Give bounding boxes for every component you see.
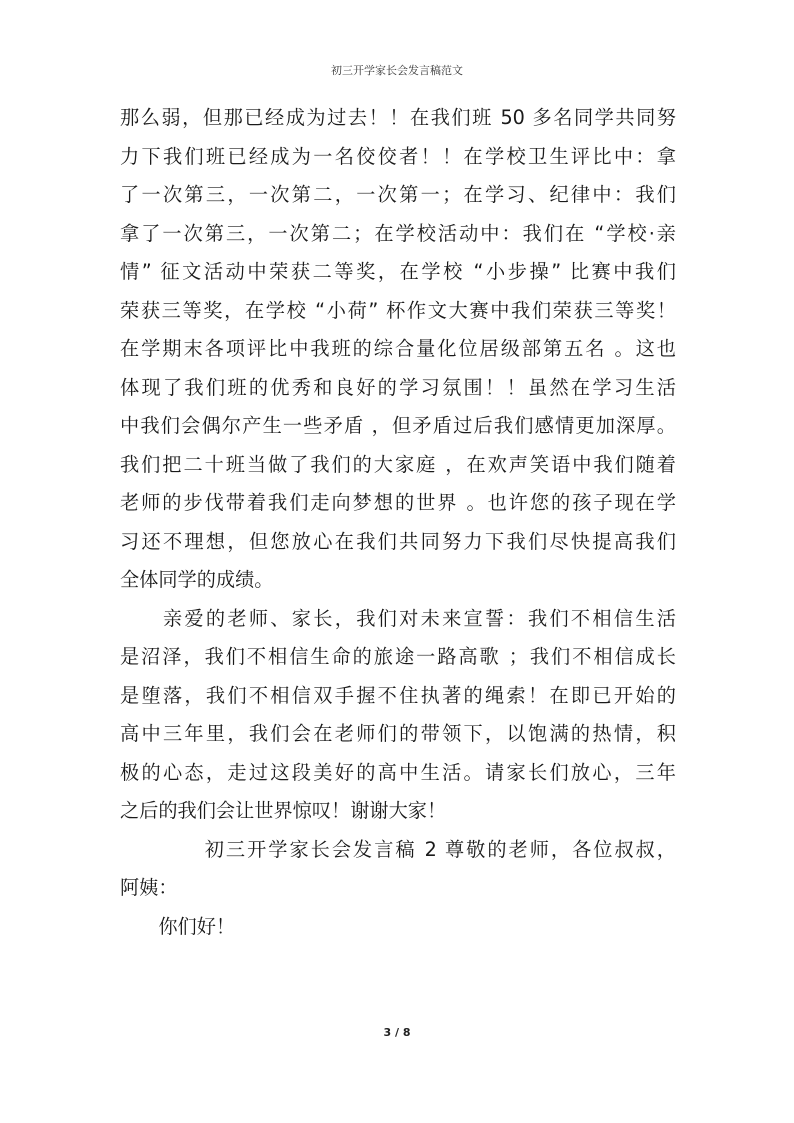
paragraph-line: 我们把二十班当做了我们的大家庭 ，在欢声笑语中我们随着 [120, 452, 676, 476]
paragraph-line: 之后的我们会让世界惊叹！谢谢大家！ [120, 799, 447, 822]
paragraph-line: 情” 征文活动中荣获二等奖，在学校 “小步操” 比赛中我们 [120, 260, 676, 283]
paragraph-line: 极的心态，走过这段美好的高中生活。请家长们放心，三年 [120, 760, 676, 784]
paragraph-line: 是沼泽，我们不相信生命的旅途一路高歌 ；我们不相信成长 [120, 645, 676, 668]
paragraph-line: 荣获三等奖，在学校 “小荷” 杯作文大赛中我们荣获三等奖！ [120, 298, 676, 322]
paragraph-line: 亲爱的老师、家长，我们对未来宣誓：我们不相信生活 [120, 606, 676, 630]
paragraph-line: 阿姨： [120, 876, 178, 899]
paragraph-line: 了一次第三，一次第二，一次第一；在学习、纪律中：我们 [120, 183, 676, 206]
paragraph-line: 习还不理想，但您放心在我们共同努力下我们尽快提高我们 [120, 529, 676, 553]
paragraph-line: 高中三年里，我们会在老师们的带领下，以饱满的热情，积 [120, 722, 676, 745]
paragraph-line: 拿了一次第三，一次第二；在学校活动中：我们在 “学校·亲 [120, 221, 676, 245]
paragraph-line: 是堕落，我们不相信双手握不住执著的绳索！在即已开始的 [120, 683, 676, 707]
paragraph-line: 力下我们班已经成为一名佼佼者！！在学校卫生评比中：拿 [120, 144, 676, 168]
paragraph-line: 初三开学家长会发言稿 2 尊敬的老师，各位叔叔， [120, 837, 676, 861]
page-header: 初三开学家长会发言稿范文 [331, 64, 463, 77]
paragraph-line: 体现了我们班的优秀和良好的学习氛围！！虽然在学习生活 [120, 375, 676, 399]
paragraph-line: 老师的步伐带着我们走向梦想的世界 。也许您的孩子现在学 [120, 491, 676, 514]
paragraph-line: 那么弱，但那已经成为过去！！在我们班 50 多名同学共同努 [120, 106, 676, 129]
document-body [120, 99, 676, 946]
paragraph-line: 在学期末各项评比中我班的综合量化位居级部第五名 。这也 [120, 337, 676, 360]
paragraph-line: 中我们会偶尔产生一些矛盾 ，但矛盾过后我们感情更加深厚。 [120, 414, 676, 437]
paragraph-line: 你们好！ [120, 914, 236, 938]
paragraph-line: 全体同学的成绩。 [120, 568, 274, 591]
page-number: 3 / 8 [383, 1026, 411, 1039]
